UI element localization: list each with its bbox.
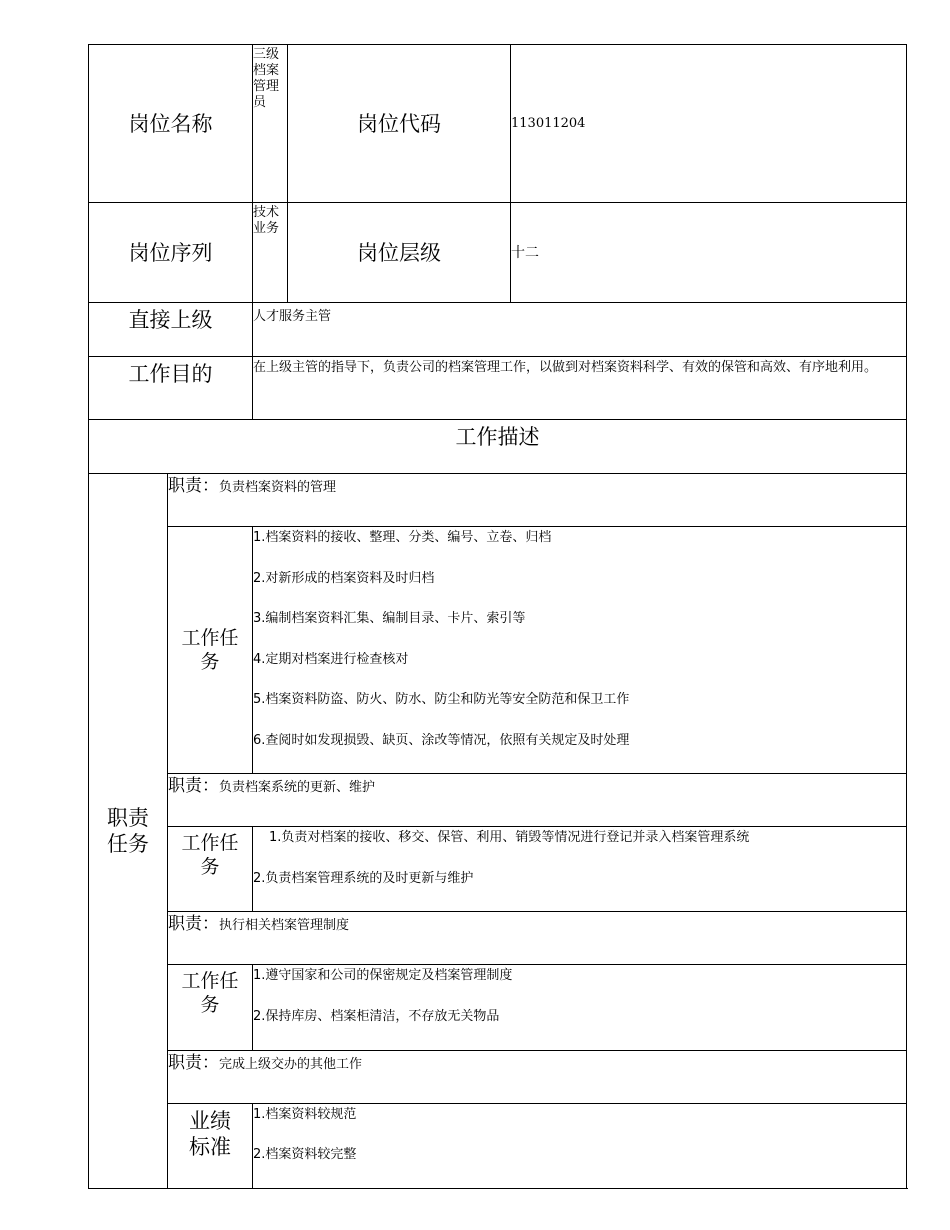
- post-name-label: 岗位名称: [89, 45, 253, 203]
- performance-list: [253, 1104, 907, 1189]
- duty-4: 职责：完成上级交办的其他工作: [168, 1051, 907, 1104]
- list-item: 2.对新形成的档案资料及时归档: [253, 570, 435, 586]
- task-list-2: [253, 827, 907, 912]
- post-code-value: 113011204: [511, 45, 907, 203]
- list-item: 2.档案资料较完整: [253, 1147, 357, 1162]
- post-sequence-value: 技术业务: [253, 203, 288, 303]
- post-level-label: 岗位层级: [288, 203, 511, 303]
- list-item: 3.编制档案资料汇集、编制目录、卡片、索引等: [253, 611, 526, 626]
- task-list-1: [253, 527, 907, 774]
- list-item: 1.遵守国家和公司的保密规定及档案管理制度: [253, 968, 513, 983]
- list-item: 2.保持库房、档案柜清洁，不存放无关物品: [253, 1008, 500, 1024]
- duty-3: 职责：执行相关档案管理制度: [168, 912, 907, 965]
- task-label-2: 工作任务: [168, 827, 253, 912]
- responsibilities-label: 职责任务: [89, 474, 168, 1189]
- list-item: 1.档案资料较规范: [253, 1107, 357, 1122]
- list-item: 6.查阅时如发现损毁、缺页、涂改等情况，依照有关规定及时处理: [253, 732, 630, 748]
- duty-1: 职责：负责档案资料的管理: [168, 474, 907, 527]
- list-item: 2.负责档案管理系统的及时更新与维护: [253, 870, 474, 886]
- task-label-1: 工作任务: [168, 527, 253, 774]
- duty-2: 职责：负责档案系统的更新、维护: [168, 774, 907, 827]
- list-item: 5.档案资料防盗、防火、防水、防尘和防光等安全防范和保卫工作: [253, 692, 630, 707]
- post-name-value: 三级档案管理员: [253, 45, 288, 203]
- task-list-3: [253, 965, 907, 1051]
- superior-label: 直接上级: [89, 303, 253, 357]
- post-level-value: 十二: [511, 203, 907, 303]
- purpose-value: 在上级主管的指导下，负责公司的档案管理工作，以做到对档案资料科学、有效的保管和高效、有序地利用。: [253, 357, 907, 420]
- job-description-table: [88, 44, 907, 1189]
- task-label-3: 工作任务: [168, 965, 253, 1051]
- description-title: 工作描述: [89, 420, 907, 474]
- purpose-label: 工作目的: [89, 357, 253, 420]
- performance-label: 业绩标准: [168, 1104, 253, 1189]
- list-item: 1.档案资料的接收、整理、分类、编号、立卷、归档: [253, 530, 552, 545]
- post-code-label: 岗位代码: [288, 45, 511, 203]
- list-item: 4.定期对档案进行检查核对: [253, 651, 409, 667]
- superior-value: 人才服务主管: [253, 303, 907, 357]
- list-item: 1.负责对档案的接收、移交、保管、利用、销毁等情况进行登记并录入档案管理系统: [269, 830, 750, 845]
- post-sequence-label: 岗位序列: [89, 203, 253, 303]
